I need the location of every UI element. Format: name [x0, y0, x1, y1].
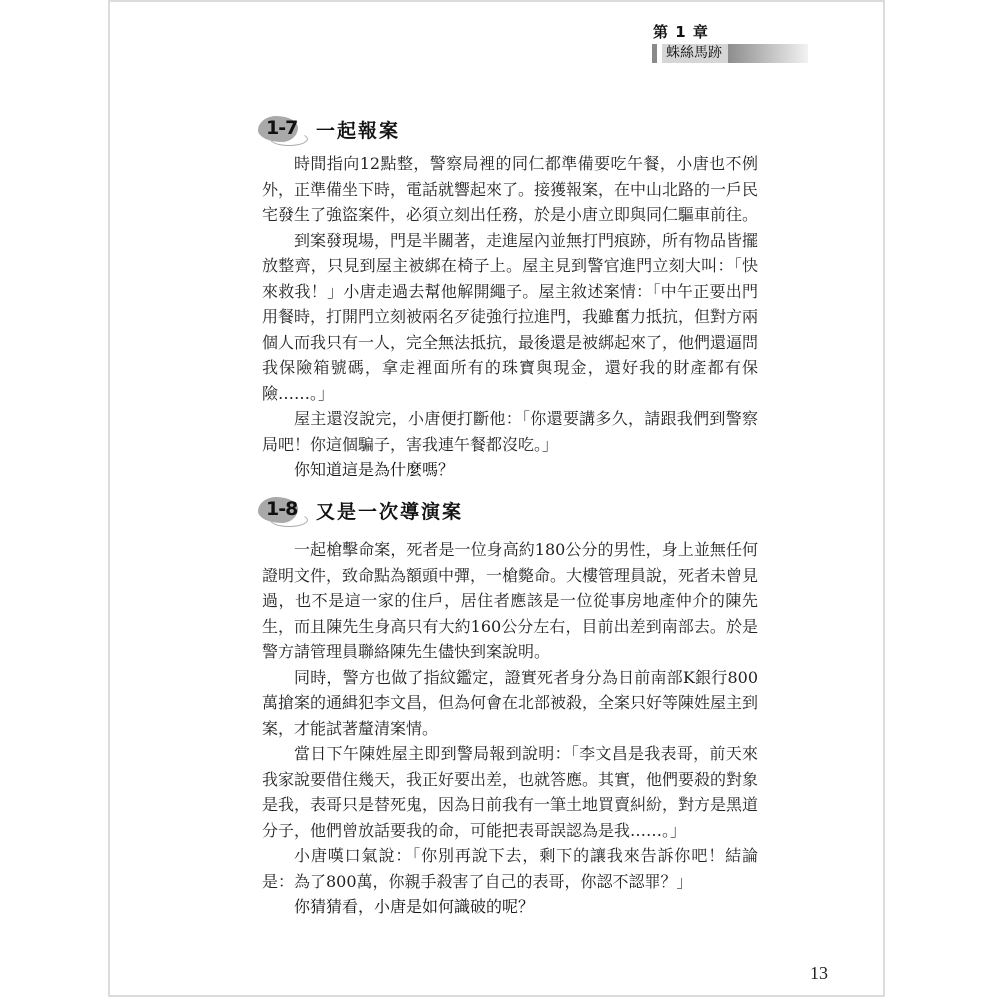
paragraph: 同時，警方也做了指紋鑑定，證實死者身分為日前南部K銀行800萬搶案的通緝犯李文昌，但為何會在北部被殺，全案只好等陳姓屋主到案，才能試著釐清案情。 — [262, 667, 759, 738]
puzzle-question: 你知道這是為什麼嗎？ — [294, 460, 455, 479]
chapter-title-bar — [652, 44, 808, 63]
chapter-title: 蛛絲馬跡 — [666, 45, 722, 61]
paragraph: 一起槍擊命案，死者是一位身高約180公分的男性，身上並無任何證明文件，致命點為額頭中彈，一槍斃命。大樓管理員說，死者未曾見過，也不是這一家的住戶，居住者應該是一位從事房地產仲介的陳先生，而且陳先生身高只有大約160公分左右，目前出差到南部去。於是警方請管理員聯絡陳先生儘快到案說明。 — [262, 540, 759, 661]
paragraph: 時間指向12點整，警察局裡的同仁都準備要吃午餐，小唐也不例外，正準備坐下時，電話就響起來了。接獲報案，在中山北路的一戶民宅發生了強盜案件，必須立刻出任務，於是小唐立即與同仁驅車前往。 — [262, 154, 759, 224]
section-title: 一起報案 — [316, 119, 401, 142]
section-heading-1-7 — [258, 112, 400, 146]
section-number-badge — [258, 112, 308, 146]
section-heading-1-8 — [258, 493, 463, 527]
chapter-number: 第 1 章 — [653, 23, 709, 41]
section-title: 又是一次導演案 — [316, 500, 464, 523]
paragraph: 屋主還沒說完，小唐便打斷他：「你還要講多久，請跟我們到警察局吧！你這個騙子，害我連午餐都沒吃。」 — [262, 409, 758, 454]
paragraph: 當日下午陳姓屋主即到警局報到說明：「李文昌是我表哥，前天來我家說要借住幾天，我正好要出差，也就答應。其實，他們要殺的對象是我，表哥只是替死鬼，因為日前我有一筆土地買賣糾紛，對方是黑道分子，他們曾放話要我的命，可能把表哥誤認為是我……。」 — [262, 744, 759, 840]
page-number: 13 — [810, 963, 828, 983]
paragraph: 小唐嘆口氣說：「你別再說下去，剩下的讓我來告訴你吧！結論是：為了800萬，你親手殺害了自己的表哥，你認不認罪？」 — [262, 846, 758, 891]
section-number: 1-7 — [266, 117, 298, 139]
puzzle-question: 你猜猜看，小唐是如何識破的呢？ — [294, 897, 535, 916]
paragraph: 到案發現場，門是半關著，走進屋內並無打門痕跡，所有物品皆擺放整齊，只見到屋主被綁在椅子上。屋主見到警官進門立刻大叫：「快來救我！」小唐走過去幫他解開繩子。屋主敘述案情：「中午正要出門用餐時，打開門立刻被兩名歹徒強行拉進門，我雖奮力抵抗，但對方兩個人而我只有一人，完全無法抵抗，最後還是被綁起來了，他們還逼問我保險箱號碼，拿走裡面所有的珠寶與現金，還好我的財產都有保險……。」 — [262, 230, 759, 403]
chapter-bar-marker — [652, 44, 657, 63]
section-number-badge — [258, 493, 308, 527]
section-body-1-7 — [262, 151, 758, 483]
chapter-bar-gradient — [728, 44, 808, 63]
section-number: 1-8 — [266, 498, 298, 520]
section-body-1-8 — [262, 537, 758, 920]
